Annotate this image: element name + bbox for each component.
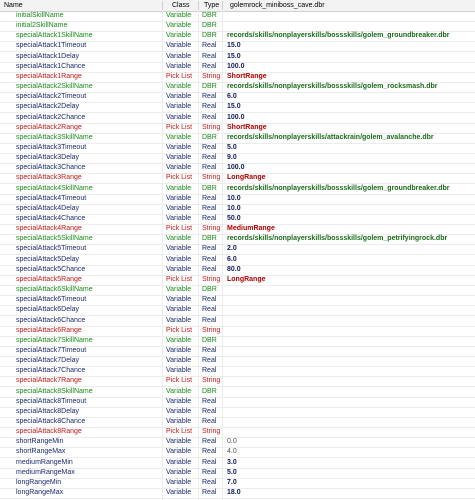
property-name: specialAttack2SkillName (16, 83, 93, 91)
property-value[interactable]: 15.0 (227, 42, 241, 50)
property-name: specialAttack4Timeout (16, 194, 87, 202)
property-type: Real (202, 489, 217, 497)
property-name: specialAttack4Delay (16, 204, 80, 212)
property-name: specialAttack3Timeout (16, 143, 87, 151)
property-type: Real (202, 478, 217, 486)
property-value[interactable]: 100.0 (227, 164, 245, 172)
column-separator[interactable] (162, 1, 163, 10)
property-type: DBR (202, 12, 217, 19)
property-name: specialAttack4SkillName (16, 184, 93, 192)
property-value[interactable]: 100.0 (227, 113, 245, 121)
property-name: specialAttack5Range (16, 275, 82, 283)
table-row[interactable] (0, 488, 475, 499)
property-class: Variable (166, 478, 192, 486)
property-value[interactable]: 80.0 (227, 265, 241, 273)
property-value[interactable]: LongRange (227, 174, 266, 182)
property-type: Real (202, 265, 217, 273)
property-class: Variable (166, 357, 192, 365)
column-header-value[interactable]: golemrock_miniboss_cave.dbr (230, 2, 325, 9)
property-type: Real (202, 418, 217, 425)
property-class: Pick List (166, 377, 193, 385)
property-type: Real (202, 306, 217, 314)
property-class: Pick List (166, 123, 193, 131)
property-name: specialAttack2Timeout (16, 93, 87, 101)
property-name: specialAttack1Delay (16, 52, 80, 60)
property-class: Variable (166, 245, 192, 253)
property-value[interactable]: 50.0 (227, 215, 241, 222)
property-name: mediumRangeMin (16, 458, 73, 466)
property-type: DBR (202, 83, 217, 91)
property-type: String (202, 225, 221, 233)
column-separator[interactable] (198, 1, 199, 10)
property-class: Pick List (166, 225, 193, 233)
property-type: Real (202, 407, 217, 415)
property-type: Real (202, 93, 217, 101)
property-name: specialAttack7Chance (16, 367, 86, 375)
property-name: specialAttack7SkillName (16, 336, 93, 344)
property-class: Variable (166, 52, 192, 60)
property-name: longRangeMax (16, 489, 64, 497)
property-name: specialAttack6SkillName (16, 286, 93, 294)
property-name: specialAttack3SkillName (16, 133, 93, 141)
property-type: Real (202, 194, 217, 202)
property-name: specialAttack1SkillName (16, 32, 93, 40)
property-type: DBR (202, 387, 217, 395)
column-header-name[interactable]: Name (4, 2, 23, 9)
property-name: specialAttack1Chance (16, 62, 86, 70)
property-type: Real (202, 143, 217, 151)
property-name: specialAttack8Range (16, 428, 82, 436)
property-type: DBR (202, 22, 217, 30)
property-type: Real (202, 204, 217, 212)
property-value[interactable]: 100.0 (227, 62, 245, 70)
property-type: DBR (202, 235, 217, 243)
property-class: Variable (166, 204, 192, 212)
property-name: specialAttack8SkillName (16, 387, 93, 395)
property-value[interactable]: MediumRange (227, 225, 275, 233)
property-class: Variable (166, 387, 192, 395)
property-value[interactable]: 3.0 (227, 458, 237, 466)
property-type: Real (202, 52, 217, 60)
property-value[interactable]: ShortRange (227, 72, 267, 80)
property-class: Variable (166, 113, 192, 121)
property-class: Variable (166, 448, 192, 456)
property-name: specialAttack5Chance (16, 265, 86, 273)
property-name: specialAttack5SkillName (16, 235, 93, 243)
property-type: Real (202, 367, 217, 375)
property-class: Variable (166, 397, 192, 405)
property-type: Real (202, 154, 217, 162)
property-type: String (202, 174, 221, 182)
property-class: Variable (166, 103, 192, 111)
property-type: String (202, 326, 221, 334)
property-name: specialAttack7Range (16, 377, 82, 385)
property-type: Real (202, 103, 217, 111)
property-value[interactable]: 0.0 (227, 438, 237, 446)
property-type: Real (202, 468, 217, 476)
property-value[interactable]: ShortRange (227, 123, 267, 131)
property-class: Variable (166, 215, 192, 222)
property-class: Variable (166, 306, 192, 314)
property-type: Real (202, 164, 217, 172)
property-value[interactable]: 9.0 (227, 154, 237, 162)
property-class: Pick List (166, 174, 193, 182)
property-name: specialAttack6Delay (16, 306, 80, 314)
property-type: Real (202, 438, 217, 446)
column-separator[interactable] (222, 1, 223, 10)
property-class: Pick List (166, 428, 193, 436)
property-value[interactable]: 2.0 (227, 245, 237, 253)
property-value[interactable]: LongRange (227, 275, 266, 283)
property-type: Real (202, 458, 217, 466)
property-type: DBR (202, 133, 217, 141)
property-class: Variable (166, 62, 192, 70)
property-type: Real (202, 397, 217, 405)
property-class: Variable (166, 438, 192, 446)
property-value[interactable]: 5.0 (227, 143, 237, 151)
property-name: specialAttack3Range (16, 174, 82, 182)
property-name: specialAttack2Delay (16, 103, 80, 111)
property-type: Real (202, 346, 217, 354)
property-class: Variable (166, 265, 192, 273)
property-type: DBR (202, 32, 217, 40)
property-class: Variable (166, 346, 192, 354)
property-value[interactable]: 6.0 (227, 255, 237, 263)
property-name: initial2SkillName (16, 22, 68, 30)
property-class: Variable (166, 22, 192, 30)
property-type: String (202, 72, 221, 80)
property-name: specialAttack2Range (16, 123, 82, 131)
property-name: specialAttack4Range (16, 225, 82, 233)
property-name: specialAttack1Timeout (16, 42, 87, 50)
property-class: Variable (166, 184, 192, 192)
property-value[interactable]: 15.0 (227, 103, 241, 111)
property-value[interactable]: records/skills/nonplayerskills/bossskills/golem_groundbreaker.dbr (227, 184, 450, 192)
property-class: Variable (166, 83, 192, 91)
property-type: Real (202, 316, 217, 324)
property-type: Real (202, 215, 217, 222)
property-value[interactable]: records/skills/nonplayerskills/attackrain/golem_avalanche.dbr (227, 133, 434, 141)
property-class: Variable (166, 367, 192, 375)
property-class: Variable (166, 458, 192, 466)
property-type: Real (202, 357, 217, 365)
property-class: Pick List (166, 326, 193, 334)
property-value[interactable]: 15.0 (227, 52, 241, 60)
property-value[interactable]: 6.0 (227, 93, 237, 101)
property-value[interactable]: 10.0 (227, 194, 241, 202)
column-header-type[interactable]: Type (204, 2, 220, 9)
property-class: Variable (166, 316, 192, 324)
property-class: Pick List (166, 275, 193, 283)
property-type: String (202, 275, 221, 283)
column-header-class[interactable]: Class (172, 2, 190, 9)
property-name: specialAttack1Range (16, 72, 82, 80)
property-name: specialAttack7Timeout (16, 346, 87, 354)
property-name: specialAttack5Delay (16, 255, 80, 263)
property-class: Variable (166, 336, 192, 344)
property-class: Variable (166, 296, 192, 304)
property-name: specialAttack2Chance (16, 113, 86, 121)
property-class: Variable (166, 286, 192, 294)
property-class: Variable (166, 143, 192, 151)
property-value[interactable]: records/skills/nonplayerskills/bossskills/golem_groundbreaker.dbr (227, 32, 450, 40)
property-type: DBR (202, 286, 217, 294)
property-class: Variable (166, 93, 192, 101)
property-class: Variable (166, 12, 192, 19)
property-name: specialAttack5Timeout (16, 245, 87, 253)
property-name: specialAttack7Delay (16, 357, 80, 365)
property-type: Real (202, 113, 217, 121)
property-name: specialAttack6Range (16, 326, 82, 334)
property-class: Variable (166, 468, 192, 476)
property-type: DBR (202, 184, 217, 192)
property-type: DBR (202, 336, 217, 344)
property-class: Variable (166, 164, 192, 172)
property-class: Variable (166, 32, 192, 40)
property-name: specialAttack8Chance (16, 418, 86, 425)
property-value[interactable]: 5.0 (227, 468, 237, 476)
property-name: specialAttack4Chance (16, 215, 86, 222)
property-name: initialSkillName (16, 12, 64, 19)
property-type: String (202, 377, 221, 385)
property-type: Real (202, 255, 217, 263)
property-name: specialAttack8Delay (16, 407, 80, 415)
property-name: mediumRangeMax (16, 468, 75, 476)
property-class: Variable (166, 407, 192, 415)
property-class: Variable (166, 489, 192, 497)
property-value[interactable]: 7.0 (227, 478, 237, 486)
property-type: Real (202, 62, 217, 70)
property-type: Real (202, 296, 217, 304)
property-name: specialAttack6Chance (16, 316, 86, 324)
property-value[interactable]: records/skills/nonplayerskills/bossskills/golem_petrifyingrock.dbr (227, 235, 448, 243)
property-name: shortRangeMax (16, 448, 66, 456)
property-name: specialAttack3Chance (16, 164, 86, 172)
property-class: Variable (166, 154, 192, 162)
property-type: Real (202, 245, 217, 253)
property-name: specialAttack6Timeout (16, 296, 87, 304)
property-class: Variable (166, 418, 192, 425)
property-class: Variable (166, 42, 192, 50)
property-class: Variable (166, 255, 192, 263)
property-class: Pick List (166, 72, 193, 80)
property-name: specialAttack8Timeout (16, 397, 87, 405)
property-value[interactable]: records/skills/nonplayerskills/bossskills/golem_rocksmash.dbr (227, 83, 438, 91)
property-class: Variable (166, 194, 192, 202)
property-type: Real (202, 42, 217, 50)
property-name: specialAttack3Delay (16, 154, 80, 162)
property-name: longRangeMin (16, 478, 62, 486)
property-type: String (202, 428, 221, 436)
property-name: shortRangeMin (16, 438, 64, 446)
property-class: Variable (166, 235, 192, 243)
property-class: Variable (166, 133, 192, 141)
property-value[interactable]: 18.0 (227, 489, 241, 497)
property-value[interactable]: 10.0 (227, 204, 241, 212)
property-type: Real (202, 448, 217, 456)
property-type: String (202, 123, 221, 131)
property-value[interactable]: 4.0 (227, 448, 237, 456)
